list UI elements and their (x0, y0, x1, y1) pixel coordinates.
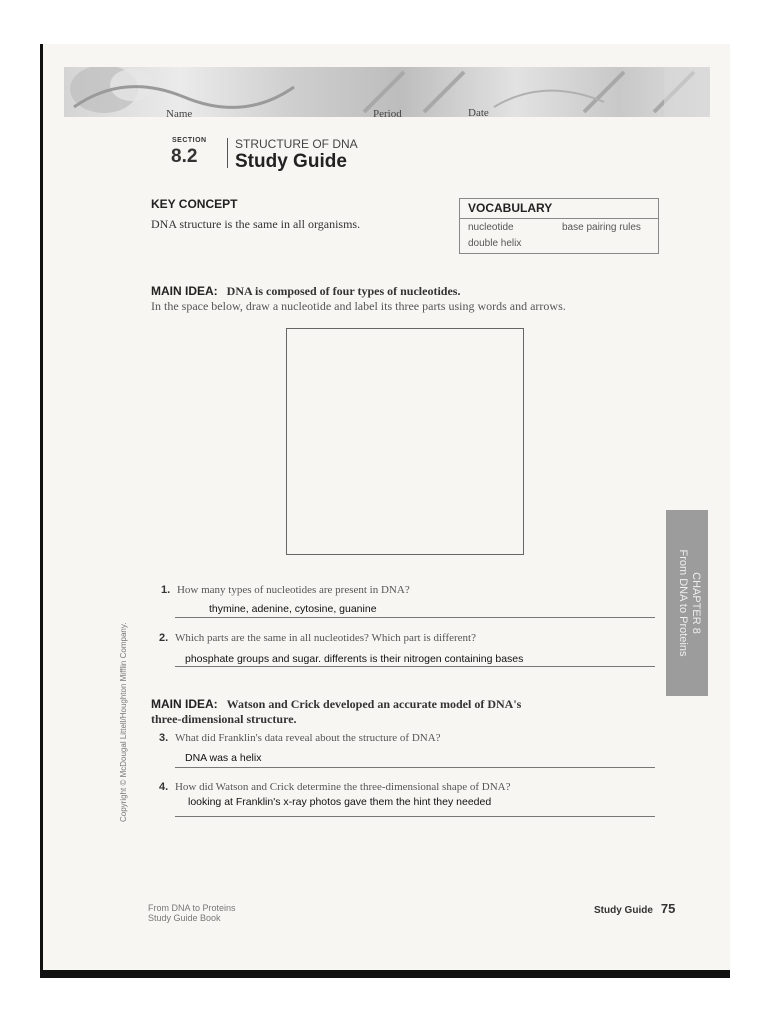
drawing-instruction: In the space below, draw a nucleotide and label its three parts using words and arrows. (151, 299, 566, 313)
chapter-tab-text (666, 510, 708, 696)
question-number: 2. (159, 632, 169, 644)
page-edge-bottom (40, 970, 730, 978)
footer-label: Study Guide (594, 905, 653, 916)
vocab-item: base pairing rules (562, 222, 641, 233)
vocabulary-box (459, 198, 659, 254)
key-concept-text: DNA structure is the same in all organisms. (151, 217, 361, 231)
main-idea-1 (151, 284, 460, 299)
answer-line (175, 816, 655, 817)
question-3 (159, 732, 441, 744)
date-label: Date (468, 107, 489, 119)
footer-book-line2: Study Guide Book (148, 913, 221, 923)
name-label: Name (166, 108, 193, 120)
section-divider (227, 138, 228, 168)
chapter-tab-line2: From DNA to Proteins (677, 549, 689, 657)
footer-page (594, 901, 675, 916)
main-idea-text: DNA is composed of four types of nucleotides. (226, 284, 461, 298)
question-number: 1. (161, 584, 171, 596)
vocab-item: double helix (468, 238, 522, 249)
chapter-tab (666, 510, 708, 696)
answer-3[interactable]: DNA was a helix (185, 752, 262, 764)
copyright-notice: Copyright © McDougal Littell/Houghton Mifflin Company. (119, 622, 128, 822)
question-text: How many types of nucleotides are present in DNA? (176, 584, 410, 596)
question-4 (159, 781, 510, 793)
section-topic: STRUCTURE OF DNA (235, 137, 358, 151)
question-text: What did Franklin's data reveal about the structure of DNA? (174, 732, 441, 744)
answer-1[interactable]: thymine, adenine, cytosine, guanine (209, 603, 377, 615)
answer-2[interactable]: phosphate groups and sugar. differents is their nitrogen containing bases (185, 653, 524, 665)
answer-line (175, 767, 655, 768)
page-title: Study Guide (235, 151, 347, 172)
main-idea-label: MAIN IDEA: (151, 284, 218, 298)
main-idea-2 (151, 697, 521, 712)
chapter-tab-line1: CHAPTER 8 (690, 572, 702, 634)
question-number: 3. (159, 732, 169, 744)
footer-book-info (148, 903, 236, 923)
answer-4[interactable]: looking at Franklin's x-ray photos gave them the hint they needed (188, 796, 492, 808)
main-idea-text-line2: three-dimensional structure. (151, 712, 297, 726)
section-label: SECTION (172, 137, 207, 144)
page-number: 75 (660, 901, 676, 916)
section-number: 8.2 (171, 146, 198, 167)
question-number: 4. (159, 781, 169, 793)
main-idea-text: Watson and Crick developed an accurate model of DNA's (226, 697, 522, 711)
nucleotide-drawing-box[interactable] (286, 328, 524, 555)
period-label: Period (373, 108, 402, 120)
vocabulary-title: VOCABULARY (460, 199, 658, 219)
answer-line (175, 666, 655, 667)
footer-book-line1: From DNA to Proteins (148, 903, 236, 913)
page-edge-left (40, 44, 43, 978)
vocab-item: nucleotide (468, 222, 514, 233)
question-1 (161, 584, 410, 596)
question-text: Which parts are the same in all nucleotides? Which part is different? (174, 632, 476, 644)
main-idea-label: MAIN IDEA: (151, 697, 218, 711)
key-concept-title: KEY CONCEPT (151, 197, 238, 211)
answer-line (175, 617, 655, 618)
question-text: How did Watson and Crick determine the three-dimensional shape of DNA? (174, 781, 511, 793)
question-2 (159, 632, 476, 644)
